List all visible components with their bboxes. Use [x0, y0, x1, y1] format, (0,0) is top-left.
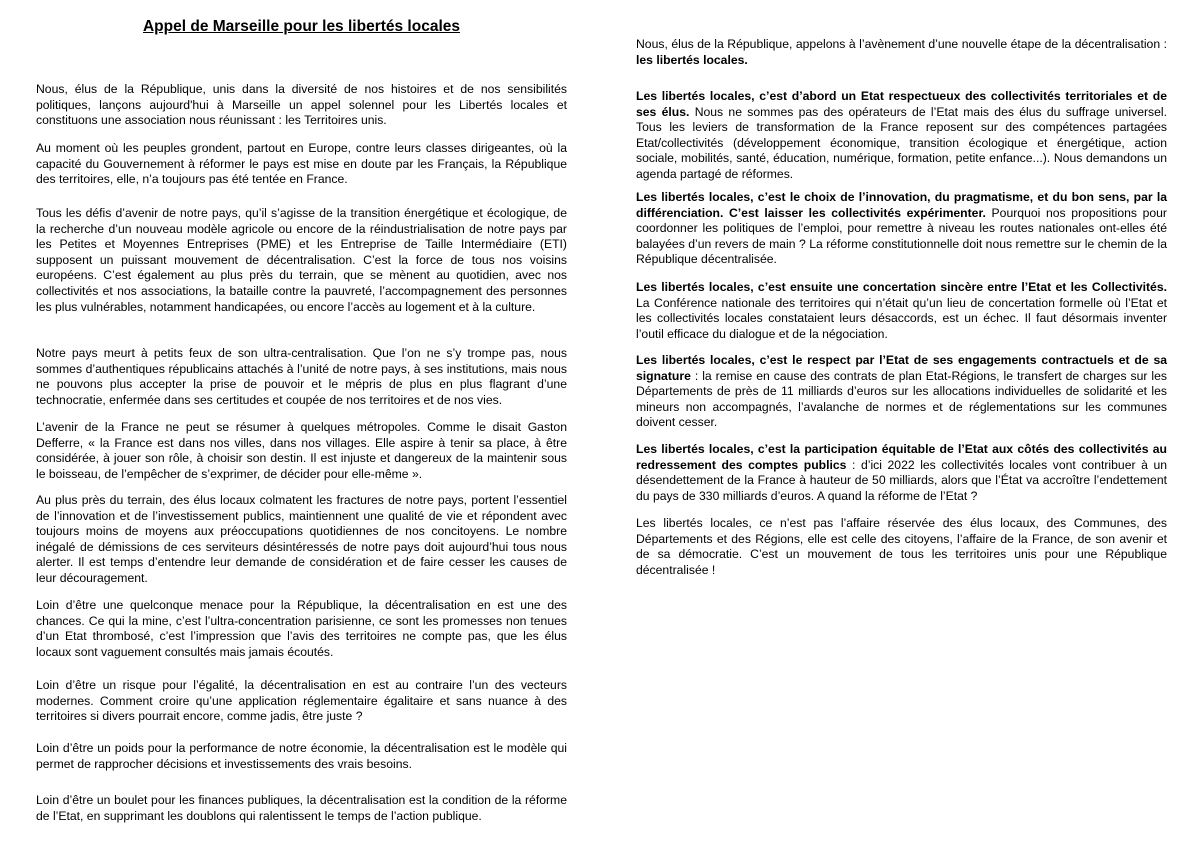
document-title: Appel de Marseille pour les libertés locales [142, 18, 460, 35]
paragraph-text: Tous les défis d’avenir de notre pays, qu’il s’agisse de la transition énergétique et écologique, de la recherche d’un nouveau modèle agricole ou encore de la réindustrialisation de notre pays par les Petites et Moyennes Entreprises (PME) et les Entreprise de Taille Intermédiaire (ETI) supposent un puissant mouvement de décentralisation. C’est la force de tous nos voisins européens. C’est également au plus près du terrain, que se mènent au quotidien, avec nos collectivités et nos associations, la bataille contre la pauvreté, l’accompagnement des personnes les plus vulnérables, notamment handicapées, ou encore l’accès au logement et à la culture. [36, 206, 567, 314]
paragraph [36, 206, 567, 315]
paragraph-text: Nous, élus de la République, unis dans la diversité de nos histoires et de nos sensibilités politiques, lançons aujourd'hui à Marseille un appel solennel pour les Libertés locales et constituons une association nous réunissant : les Territoires unis. [36, 82, 567, 128]
paragraph [36, 346, 567, 408]
paragraph [36, 141, 567, 188]
paragraph-bold-text: Les libertés locales, c’est d’abord un Etat respectueux des collectivités territoriales et de ses élus. [636, 89, 1167, 119]
paragraph-text: Loin d’être un poids pour la performance de notre économie, la décentralisation est le modèle qui permet de rapprocher décisions et investissements des vrais besoins. [36, 741, 567, 771]
paragraph [636, 353, 1167, 431]
paragraph-text: : la remise en cause des contrats de plan Etat-Régions, le transfert de charges sur les Départements de près de 11 milliards d’euros sur les allocations individuelles de solidarité et les mineurs non accompagnés, l’avalanche de normes et de réglementations sur les communes doivent cesser. [636, 368, 1167, 430]
paragraph [636, 280, 1167, 342]
paragraph [36, 420, 567, 482]
paragraph [636, 516, 1167, 578]
paragraph [636, 190, 1167, 268]
paragraph-bold-text: Les libertés locales, c’est le choix de l’innovation, du pragmatisme, et du bon sens, par la différenciation. C’est laisser les collectivités expérimenter. [636, 190, 1167, 220]
paragraph [36, 598, 567, 660]
paragraph-text: Les libertés locales, ce n’est pas l’affaire réservée des élus locaux, des Communes, des Départements et des Régions, elle est celle des citoyens, l’affaire de la France, de son avenir et de sa démocratie. C’est un mouvement de tous les territoires unis pour une République décentralisée ! [636, 516, 1167, 577]
paragraph [636, 37, 1167, 68]
paragraph-bold-text: les libertés locales. [636, 52, 748, 67]
paragraph [36, 82, 567, 129]
paragraph [636, 89, 1167, 183]
paragraph [636, 442, 1167, 504]
paragraph-text: Au moment où les peuples grondent, partout en Europe, contre leurs classes dirigeantes, où la capacité du Gouvernement à réformer le pays est mise en doute par les Français, la République des territoires, elle, n’a toujours pas été tentée en France. [36, 141, 567, 187]
paragraph-text: Loin d’être une quelconque menace pour la République, la décentralisation en est une des chances. Ce qui la mine, c’est l’ultra-concentration parisienne, ce sont les promesses non tenues d’un Etat thrombosé, c’est l’impression que l’avis des territoires ne compte pas, que les élus locaux sont vaguement consultés mais jamais écoutés. [36, 598, 567, 659]
paragraph-text: L’avenir de la France ne peut se résumer à quelques métropoles. Comme le disait Gaston Defferre, « la France est dans nos villes, dans nos villages. Elle aspire à tenir sa place, à être considérée, à jouer son rôle, à choisir son destin. Il est injuste et dangereux de la maintenir sous le boisseau, de l’empêcher de s’exprimer, de décider pour elle-même ». [36, 420, 567, 481]
paragraph [36, 793, 567, 824]
paragraph-text: Au plus près du terrain, des élus locaux colmatent les fractures de notre pays, portent l’essentiel de l’innovation et de l’investissement publics, maintiennent une qualité de vie et répondent avec toujours moins de moyens aux préoccupations quotidiennes de nos concitoyens. Le nombre inégalé de démissions de ces serviteurs désintéressés de notre pays doit aujourd’hui tous nous alerter. Il est temps d’entendre leur demande de considération et de faire cesser les causes de leur découragement. [36, 493, 567, 585]
paragraph [36, 741, 567, 772]
paragraph-text: : d’ici 2022 les collectivités locales vont contribuer à un désendettement de la France à hauteur de 50 milliards, alors que l’État va accroître l’endettement du pays de 330 milliards d’euros. A quand la réforme de l’Etat ? [636, 457, 1168, 503]
paragraph [36, 493, 567, 587]
paragraph-text: Pourquoi nos propositions pour coordonner les politiques de l’emploi, pour remettre à niveau les routes nationales ont-elles été balayées d’un revers de main ? La réforme constitutionnelle doit nous remettre sur le chemin de la République décentralisée. [636, 205, 1167, 267]
paragraph-text: Nous, élus de la République, appelons à l’avènement d’une nouvelle étape de la décentralisation : [636, 37, 1167, 51]
paragraph-text: Loin d’être un boulet pour les finances publiques, la décentralisation est la condition de la réforme de l’Etat, en supprimant les doublons qui ralentissent le temps de l’action publique. [36, 793, 567, 823]
paragraph-text: Notre pays meurt à petits feux de son ultra-centralisation. Que l’on ne s’y trompe pas, nous sommes d’authentiques républicains attachés à l’unité de notre pays, à ses institutions, mais nous ne pouvons plus accepter la prise de pouvoir et le mépris de plus en plus flagrant d’une technocratie, enfermée dans ses certitudes et coupée de nos territoires et de nos vies. [36, 346, 567, 407]
paragraph-bold-text: Les libertés locales, c’est le respect par l’Etat de ses engagements contractuels et de sa signature [636, 353, 1167, 383]
paragraph-text: Nous ne sommes pas des opérateurs de l’Etat mais des élus du suffrage universel. Tous les leviers de transformation de la France reposent sur des compétences partagées Etat/collectivités (développement économique, transition écologique et énergétique, action sociale, mobilités, santé, éducation, numérique, formation, petite enfance...). Nous demandons un agenda partagé de réformes. [636, 104, 1167, 181]
paragraph-text: Loin d’être un risque pour l’égalité, la décentralisation en est au contraire l’un des vecteurs modernes. Comment croire qu’une application réglementaire égalitaire et sans nuance à des territoires si divers pourrait encore, comme jadis, être juste ? [36, 678, 567, 724]
paragraph-bold-text: Les libertés locales, c’est la participation équitable de l’Etat aux côtés des collectivités au redressement des comptes publics [636, 442, 1167, 472]
paragraph [36, 678, 567, 725]
paragraph-bold-text: Les libertés locales, c’est ensuite une concertation sincère entre l’Etat et les Collectivités. [636, 280, 1167, 294]
paragraph-text: La Conférence nationale des territoires qui n’était qu’un lieu de concertation formelle où l’Etat et les collectivités locales constataient leurs désaccords, est un échec. Il faut désormais inventer l’outil efficace du dialogue et de la négociation. [636, 295, 1167, 341]
